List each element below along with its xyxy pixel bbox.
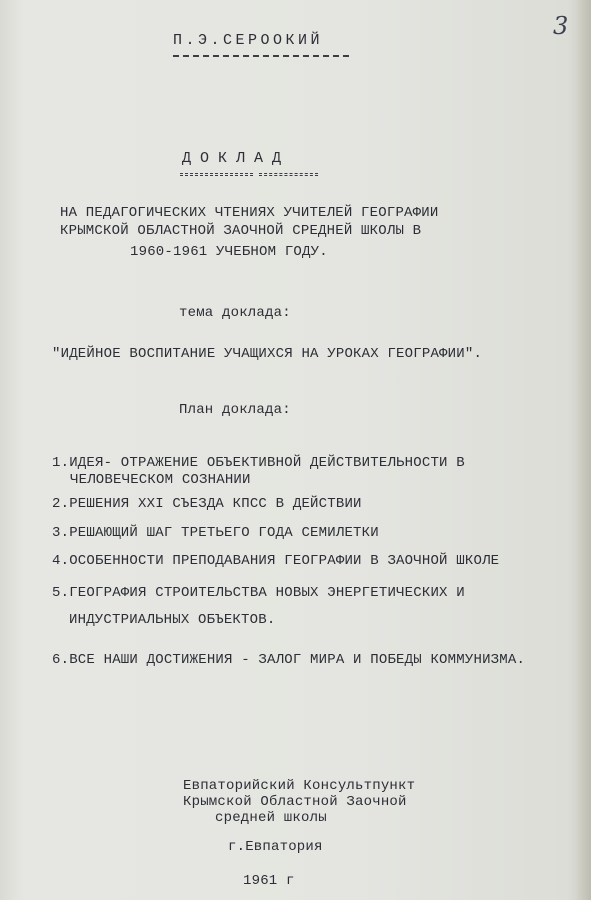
title-underline — [180, 175, 253, 176]
plan-label: План доклада: — [179, 402, 291, 418]
footer-line: средней школы — [215, 810, 327, 826]
plan-item-continuation: ЧЕЛОВЕЧЕСКОМ СОЗНАНИИ — [70, 472, 251, 488]
author-underline — [173, 55, 349, 57]
title-underline — [259, 173, 318, 174]
plan-item: 5.ГЕОГРАФИЯ СТРОИТЕЛЬСТВА НОВЫХ ЭНЕРГЕТИЧЕСКИХ И — [52, 585, 465, 601]
title-underline — [259, 175, 318, 176]
subtitle-line: 1960-1961 УЧЕБНОМ ГОДУ. — [130, 244, 328, 260]
plan-item-continuation: ИНДУСТРИАЛЬНЫХ ОБЪЕКТОВ. — [69, 612, 276, 628]
subtitle-line: КРЫМСКОЙ ОБЛАСТНОЙ ЗАОЧНОЙ СРЕДНЕЙ ШКОЛЫ В — [60, 223, 422, 239]
footer-city: г.Евпатория — [228, 839, 323, 855]
page-edge — [577, 0, 591, 900]
plan-item: 2.РЕШЕНИЯ XXI СЪЕЗДА КПСС В ДЕЙСТВИИ — [52, 496, 362, 512]
footer-year: 1961 г — [243, 873, 295, 889]
title-underline — [180, 173, 253, 174]
page-number: 3 — [553, 12, 569, 40]
theme-label: тема доклада: — [179, 305, 291, 321]
plan-item: 1.ИДЕЯ- ОТРАЖЕНИЕ ОБЪЕКТИВНОЙ ДЕЙСТВИТЕЛЬНОСТИ В — [52, 455, 465, 471]
footer-line: Крымской Областной Заочной — [183, 794, 407, 810]
plan-item: 3.РЕШАЮЩИЙ ШАГ ТРЕТЬЕГО ГОДА СЕМИЛЕТКИ — [52, 525, 379, 541]
author-name: П.Э.СЕРООКИЙ — [173, 32, 324, 49]
subtitle-line: НА ПЕДАГОГИЧЕСКИХ ЧТЕНИЯХ УЧИТЕЛЕЙ ГЕОГРАФИИ — [60, 205, 439, 221]
plan-item: 6.ВСЕ НАШИ ДОСТИЖЕНИЯ - ЗАЛОГ МИРА И ПОБЕДЫ КОММУНИЗМА. — [52, 652, 526, 668]
document-title: ДОКЛАД — [182, 150, 291, 167]
footer-line: Евпаторийский Консультпункт — [183, 778, 416, 794]
plan-item: 4.ОСОБЕННОСТИ ПРЕПОДАВАНИЯ ГЕОГРАФИИ В ЗАОЧНОЙ ШКОЛЕ — [52, 553, 500, 569]
theme-text: "ИДЕЙНОЕ ВОСПИТАНИЕ УЧАЩИХСЯ НА УРОКАХ ГЕОГРАФИИ". — [52, 346, 483, 362]
